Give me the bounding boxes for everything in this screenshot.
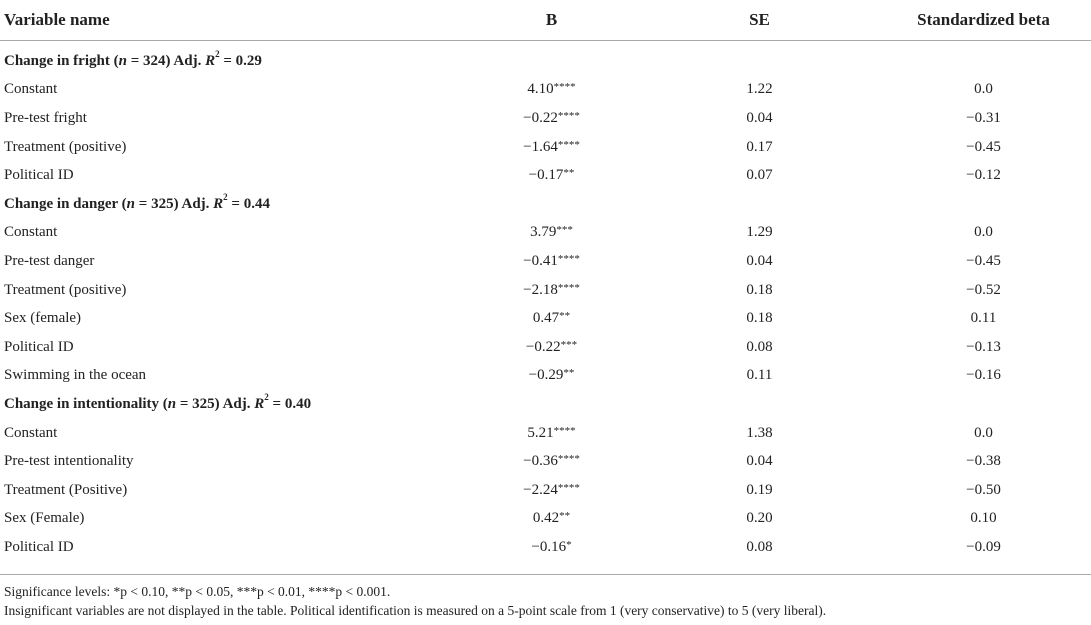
table-bottom-rule [0,574,1091,575]
group-title-r-symbol: R [205,52,216,69]
group-title-r-exponent: 2 [264,391,269,402]
group-title-prefix: Change in intentionality ( [4,395,168,412]
b-cell [390,362,673,391]
table-notes [4,582,1084,620]
variable-name-cell: Sex (Female) [4,510,85,527]
variable-name-cell: Pre-test intentionality [4,453,134,470]
header-b: B [390,0,673,41]
group-title [0,41,1091,76]
b-cell [390,76,673,105]
table-row [0,333,1091,362]
group-header-row [0,41,1091,76]
significance-stars: ** [563,367,575,380]
standardized-beta-cell: −0.45 [966,252,1001,269]
standardized-beta-cell: −0.52 [966,281,1001,298]
significance-stars: **** [557,281,580,294]
significance-stars: ** [559,310,571,323]
standardized-beta-cell: −0.50 [966,481,1001,498]
group-header-row [0,390,1091,419]
table-row [0,419,1091,448]
b-value: −1.64 [523,138,558,155]
se-cell: 0.08 [746,538,773,555]
group-title-r-value: = 0.29 [219,52,262,69]
table-row [0,362,1091,391]
b-value: −0.22 [523,109,558,126]
group-title [0,390,1091,419]
group-title-n-value: = 325) Adj. [135,195,214,212]
group-title-r-value: = 0.40 [268,395,312,412]
standardized-beta-cell: −0.13 [966,338,1001,355]
b-cell [390,161,673,190]
b-value: 0.47 [532,310,560,327]
table-row [0,76,1091,105]
standardized-beta-cell: −0.31 [966,109,1001,126]
se-cell: 0.18 [746,281,773,298]
variable-name-cell: Treatment (positive) [4,281,127,298]
group-title-r-symbol: R [213,195,224,212]
se-cell: 1.38 [746,424,773,441]
group-title-n-symbol: n [126,195,136,212]
header-row [0,0,1091,41]
standardized-beta-cell: −0.12 [966,167,1001,184]
variable-name-cell: Constant [4,224,58,241]
variable-name-cell: Treatment (positive) [4,138,127,155]
b-cell [390,333,673,362]
b-value: −2.24 [523,481,558,498]
variable-name-cell: Pre-test danger [4,252,95,269]
se-cell: 0.04 [746,252,773,269]
standardized-beta-cell: −0.16 [966,367,1001,384]
variable-name-cell: Constant [4,81,58,98]
se-cell: 0.04 [746,109,773,126]
standardized-beta-cell: 0.10 [970,510,997,527]
table-row [0,247,1091,276]
standardized-beta-cell: 0.0 [974,81,993,98]
se-cell: 1.29 [746,224,773,241]
b-value: −0.22 [525,338,561,355]
significance-note: Significance levels: *p < 0.10, **p < 0.05, ***p < 0.01, ****p < 0.001. [4,584,391,599]
standardized-beta-cell: 0.0 [974,224,993,241]
variable-name-cell: Pre-test fright [4,109,87,126]
variable-name-cell: Constant [4,424,58,441]
significance-stars: **** [557,109,580,122]
significance-stars: **** [553,81,576,94]
b-cell [390,104,673,133]
table-row [0,533,1091,562]
standardized-beta-cell: 0.0 [974,424,993,441]
group-title-prefix: Change in danger ( [4,195,127,212]
se-cell: 0.17 [746,138,773,155]
b-value: −0.29 [528,367,564,384]
b-cell [390,533,673,562]
significance-stars: *** [556,224,573,237]
group-title [0,190,1091,219]
b-cell [390,419,673,448]
b-value: 0.42 [532,510,560,527]
se-cell: 0.11 [746,367,773,384]
b-cell [390,505,673,534]
b-value: −2.18 [523,281,558,298]
table-row [0,104,1091,133]
b-cell [390,133,673,162]
variable-name-cell: Political ID [4,538,74,555]
standardized-beta-cell: 0.11 [970,310,997,327]
group-title-n-value: = 325) Adj. [176,395,255,412]
b-cell [390,476,673,505]
significance-stars: *** [560,338,578,351]
header-standardized-beta: Standardized beta [826,0,1091,41]
b-value: −0.36 [523,453,558,470]
b-cell [390,304,673,333]
b-cell [390,219,673,248]
table-row [0,219,1091,248]
variable-name-cell: Treatment (Positive) [4,481,128,498]
table-row [0,304,1091,333]
b-value: −0.16 [531,538,567,555]
se-cell: 0.07 [746,167,773,184]
significance-stars: **** [557,252,580,265]
b-value: 5.21 [527,424,554,441]
table-row [0,476,1091,505]
group-title-n-symbol: n [167,395,177,412]
group-title-n-symbol: n [118,52,127,69]
standardized-beta-cell: −0.09 [966,538,1001,555]
b-value: 3.79 [530,224,557,241]
significance-stars: **** [557,453,580,466]
b-cell [390,247,673,276]
variable-name-cell: Political ID [4,338,74,355]
variable-name-cell: Swimming in the ocean [4,367,147,384]
insignificant-note: Insignificant variables are not displayed in the table. Political identification is measured on a 5-point scale from 1 (very conservative) to 5 (very liberal). [4,603,827,618]
b-cell [390,276,673,305]
group-title-r-exponent: 2 [223,191,228,202]
standardized-beta-cell: −0.45 [966,138,1001,155]
b-value: −0.41 [523,252,558,269]
se-cell: 0.19 [746,481,773,498]
table-row [0,447,1091,476]
significance-stars: **** [557,481,580,494]
table-row [0,276,1091,305]
b-cell [390,447,673,476]
table-row [0,133,1091,162]
significance-stars: * [566,538,572,551]
group-title-r-symbol: R [254,395,265,412]
header-se: SE [673,0,826,41]
group-header-row [0,190,1091,219]
header-variable-name: Variable name [0,0,390,41]
standardized-beta-cell: −0.38 [966,453,1001,470]
se-cell: 0.18 [746,310,773,327]
significance-stars: ** [563,167,575,180]
variable-name-cell: Political ID [4,167,74,184]
significance-stars: **** [553,424,576,437]
se-cell: 0.20 [746,510,773,527]
group-title-r-value: = 0.44 [227,195,270,212]
group-title-n-value: = 324) Adj. [126,52,206,69]
table-body [0,41,1091,562]
table-row [0,161,1091,190]
variable-name-cell: Sex (female) [4,310,82,327]
table-row [0,505,1091,534]
b-value: −0.17 [528,167,564,184]
se-cell: 0.04 [746,453,773,470]
group-title-r-exponent: 2 [215,48,220,59]
significance-stars: ** [559,510,571,523]
significance-stars: **** [557,138,580,151]
b-value: 4.10 [527,81,554,98]
group-title-prefix: Change in fright ( [4,52,119,69]
se-cell: 0.08 [746,338,773,355]
se-cell: 1.22 [746,81,773,98]
